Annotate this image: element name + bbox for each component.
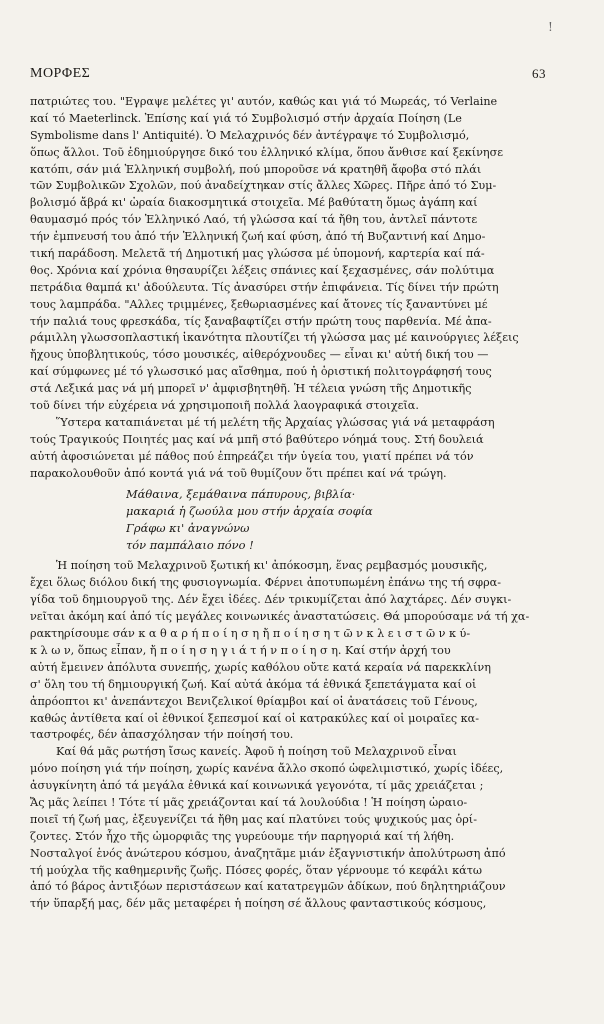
- text-line: ράμιλλη γλωσσοπλαστική ἱκανότητα πλουτίζει τή γλώσσα μας μέ καινούργιες λέξεις: [30, 331, 519, 345]
- running-title: ΜΟΡΦΕΣ: [30, 66, 91, 81]
- text-line: ποιεῖ τή ζωή μας, ἐξευγενίζει τά ἤθη μας καί πλατύνει τούς ψυχικούς μας ὁρί-: [30, 812, 477, 826]
- poem-quote: [126, 486, 554, 554]
- text-line: τῶν Συμβολικῶν Σχολῶν, πού ἀναδείχτηκαν στίς ἄλλες Χῶρες. Πῆρε ἀπό τό Συμ-: [30, 179, 497, 193]
- text-line: κατόπι, σάν μιά Ἑλληνική συμβολή, πού μποροῦσε νά κρατηθῆ ἄφοβα στό πλάι: [30, 162, 482, 176]
- text-line: ζοντες. Στόν ἦχο τῆς ὡμορφιᾶς της γυρεύουμε τήν παρηγοριά καί τή λήθη.: [30, 829, 455, 843]
- text-line: μόνο ποίηση γιά τήν ποίηση, χωρίς κανένα ἄλλο σκοπό ὠφελιμιστικό, χωρίς ἰδέες,: [30, 762, 504, 776]
- text-line: τήν ἐμπνευσή του ἀπό τήν Ἑλληνική ζωή καί φύση, ἀπό τή Βυζαντινή καί Δημο-: [30, 230, 486, 244]
- text-line: πατριώτες του. "Εγραψε μελέτες γι' αυτόν, καθώς και γιά τό Μωρεάς, τό Verlaine: [30, 95, 498, 108]
- text-line: καί τό Maeterlinck. Ἐπίσης καί γιά τό Συμβολισμό στήν ἀρχαία Ποίηση (Le: [30, 111, 462, 125]
- text-line: Ἄς μᾶς λείπει ! Τότε τί μᾶς χρειάζονται καί τά λουλούδια ! Ἡ ποίηση ὡραιο-: [30, 795, 468, 809]
- text-line: τήν ὕπαρξή μας, δέν μᾶς μεταφέρει ἡ ποίηση σέ ἄλλους φανταστικούς κόσμους,: [30, 897, 487, 911]
- paragraph-2: [30, 415, 554, 483]
- text-line: Ὕστερα καταπιάνεται μέ τή μελέτη τῆς Ἀρχαίας γλώσσας γιά νά μεταφράση: [56, 415, 495, 429]
- text-line: ἀσυγκίνητη ἀπό τά μεγάλα ἐθνικά καί κοινωνικά γεγονότα, τί μᾶς χρειάζεται ;: [30, 779, 484, 793]
- page-number: 63: [532, 66, 546, 81]
- text-line: ταστροφές, δέν ἀπασχόλησαν τήν ποίησή του.: [30, 728, 294, 742]
- poem-line: Γράφω κι' ἀναγνώνω: [126, 521, 250, 536]
- text-line: Symbolisme dans l' Antiquité). Ὁ Μελαχρινός δέν ἀντέγραψε τό Συμβολισμό,: [30, 128, 470, 142]
- paragraph-3: [30, 558, 554, 744]
- text-line: Νοσταλγοί ἑνός ἀνώτερου κόσμου, ἀναζητᾶμε μιάν ἐξαγνιστικήν ἀπολύτρωση ἀπό: [30, 846, 506, 860]
- text-line: τήν παλιά τους φρεσκάδα, τίς ξαναβαφτίζει στήν πρώτη τους παρθενία. Μέ ἀπα-: [30, 314, 492, 328]
- text-line: τοῦ δίνει τήν εὐχέρεια νά χρησιμοποιῆ πολλά λαογραφικά στοιχεῖα.: [30, 399, 419, 413]
- text-line: παρακολουθοῦν ἀπό κοντά γιά νά τοῦ θυμίζουν ὅτι πρέπει καί νά τρώγη.: [30, 466, 447, 480]
- text-line: ὅπως ἄλλοι. Τοῦ ἐδημιούργησε δικό του ἑλληνικό κλίμα, ὅπου ἄνθισε καί ξεκίνησε: [30, 145, 504, 159]
- poem-line: τόν παμπάλαιο πόνο !: [126, 538, 254, 553]
- text-line: τούς Τραγικούς Ποιητές μας καί νά μπῆ στό βαθύτερο νόημά τους. Στή δουλειά: [30, 432, 484, 446]
- text-line: ἤχους ὑποβλητικούς, τόσο μουσικές, αἰθερόχνουδες — εἶναι κι' αὐτή δική του —: [30, 348, 489, 362]
- text-line: τή μούχλα τῆς καθημερινῆς ζωῆς. Πόσες φορές, ὅταν γέρνουμε τό κεφάλι κάτω: [30, 863, 483, 877]
- paragraph-1: [30, 94, 554, 415]
- running-header: [30, 66, 546, 82]
- text-line: καί σύμφωνες μέ τό γλωσσικό μας αἴσθημα, πού ἡ ὁριστική πολιτογράφησή τους: [30, 365, 492, 379]
- page-body: [30, 94, 554, 913]
- text-line: θαυμασμό πρός τόν Ἑλληνικό Λαό, τή γλώσσα καί τά ἤθη του, ἀντλεῖ πάντοτε: [30, 213, 478, 227]
- text-line: ἀπρόοπτοι κι' ἀνεπάντεχοι Βενιζελικοί θρίαμβοι καί οἱ ἀνατάσεις τοῦ Γένους,: [30, 694, 478, 708]
- poem-line: Μάθαινα, ξεμάθαινα πάπυρους, βιβλία·: [126, 487, 356, 502]
- text-line: θος. Χρόνια καί χρόνια θησαυρίζει λέξεις σπάνιες καί ξεχασμένες, σάν πολύτιμα: [30, 263, 495, 277]
- text-line: τους λαμπράδα. "Αλλες τριμμένες, ξεθωριασμένες καί ἄτονες τίς ξαναντύνει μέ: [30, 297, 488, 311]
- paragraph-4: [30, 744, 554, 913]
- text-line: τική παράδοση. Μελετᾶ τή Δημοτική μας γλώσσα μέ ὑπομονή, καρτερία καί πά-: [30, 247, 485, 261]
- text-line: ἔχει ὅλως διόλου δική της φυσιογνωμία. Φέρνει ἀποτυπωμένη ἐπάνω της τή σφρα-: [30, 576, 502, 590]
- text-line: πετράδια θαμπά κι' ἀδούλευτα. Τίς ἀνασύρει στήν ἐπιφάνεια. Τίς δίνει τήν πρώτη: [30, 280, 499, 294]
- text-line: καθώς ἀντίθετα καί οἱ ἐθνικοί ξεπεσμοί καί οἱ κατρακύλες καί οἱ μοιραῖες κα-: [30, 711, 480, 725]
- text-line: ἀπό τό βάρος ἀντιξόων περιστάσεων καί κατατρεγμῶν ἀδίκων, πού δηλητηριάζουν: [30, 880, 506, 894]
- text-line: αὐτή ἔμεινεν ἀπόλυτα συνεπής, χωρίς καθόλου οὔτε κατά κεραία νά παρεκκλίνη: [30, 660, 491, 674]
- margin-mark: !: [548, 20, 553, 34]
- poem-line: μακαριά ἡ ζωούλα μου στήν ἀρχαία σοφία: [126, 504, 373, 519]
- text-line: γίδα τοῦ δημιουργοῦ της. Δέν ἔχει ἰδέες. Δέν τρικυμίζεται ἀπό λαχτάρες. Δέν συγκι-: [30, 593, 512, 607]
- text-line: κ λ ω ν, ὅπως εἶπαν, ἤ π ο ί η σ η γ ι ά τ ή ν π ο ί η σ η. Καί στήν ἀρχή του: [30, 643, 451, 657]
- text-line: στά Λεξικά μας νά μή μπορεῖ ν' ἀμφισβητηθῆ. Ἡ τέλεια γνώση τῆς Δημοτικῆς: [30, 382, 472, 396]
- text-line: νεῖται ἀκόμη καί ἀπό τίς μεγάλες κοινωνικές ἀναστατώσεις. Θά μπορούσαμε νά τή χα-: [30, 610, 530, 624]
- text-line: Καί θά μᾶς ρωτήση ἴσως κανείς. Ἀφοῦ ἡ ποίηση τοῦ Μελαχρινοῦ εἶναι: [56, 745, 457, 759]
- text-line: σ' ὅλη του τή δημιουργική ζωή. Καί αὐτά ἀκόμα τά ἐθνικά ξεπετάγματα καί οἱ: [30, 677, 477, 691]
- text-line: Ἡ ποίηση τοῦ Μελαχρινοῦ ξωτική κι' ἀπόκοσμη, ἕνας ρεμβασμός μουσικῆς,: [56, 559, 488, 573]
- text-line: αὐτή ἀφοσιώνεται μέ πάθος πού ἐπηρεάζει τήν ὑγεία του, γιατί πρέπει νά τόν: [30, 449, 474, 463]
- text-line: βολισμό ἄβρά κι' ὡραία διακοσμητικά στοιχεῖα. Μέ βαθύτατη ὅμως ἀγάπη καί: [30, 196, 478, 210]
- text-line: ρακτηρίσουμε σάν κ α θ α ρ ή π ο ί η σ η ἤ π ο ί η σ η τ ῶ ν κ λ ε ι σ τ ῶ ν κ ύ-: [30, 627, 471, 641]
